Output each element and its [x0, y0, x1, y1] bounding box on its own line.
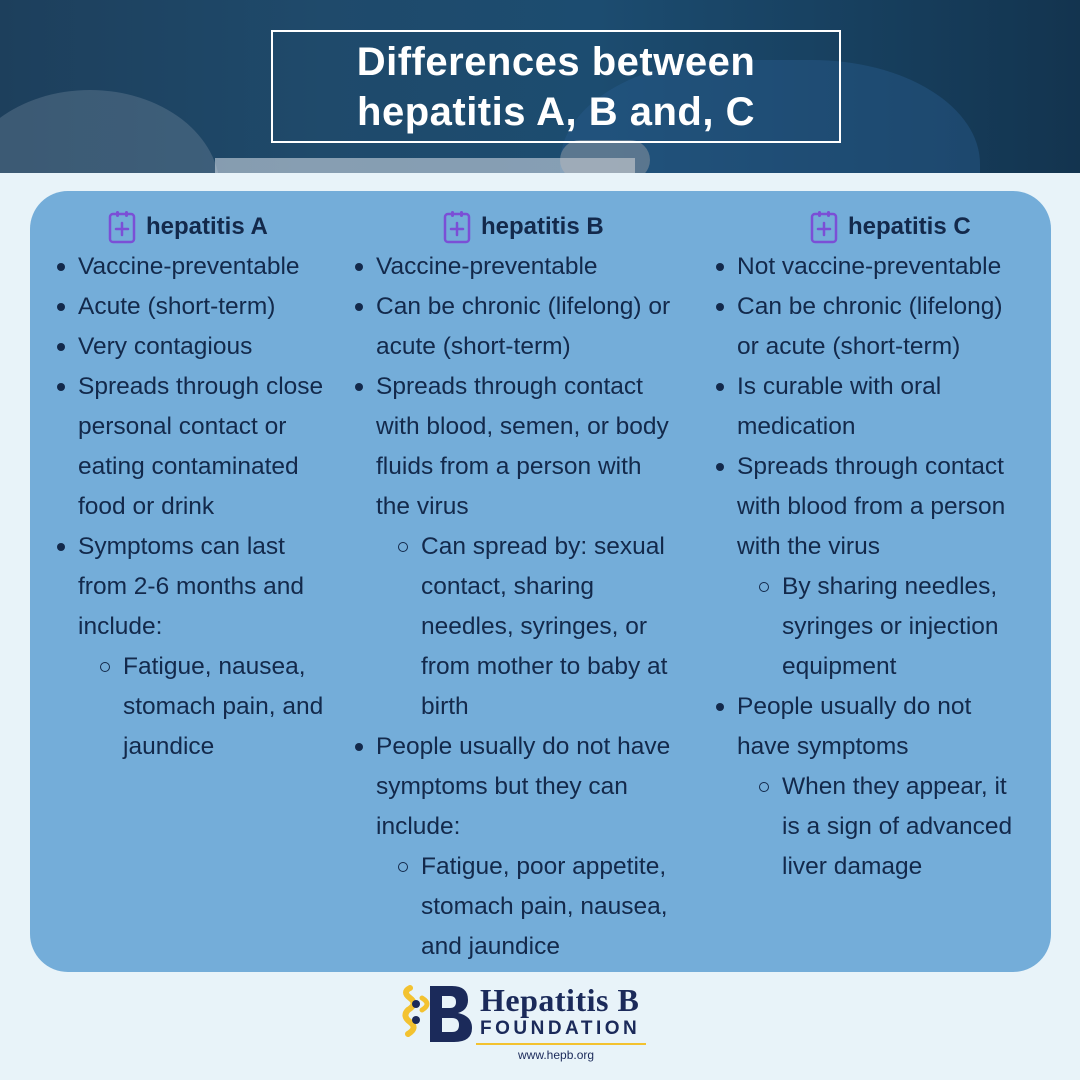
list-item: Vaccine-preventable — [350, 247, 710, 287]
bullet-list — [711, 247, 1041, 887]
list-item: with blood from a person — [737, 493, 1006, 520]
column-heading-label: hepatitis C — [848, 213, 971, 240]
list-item: fluids from a person with — [376, 453, 642, 480]
sub-list-item: stomach pain, and — [123, 693, 324, 720]
logo-b-mark-icon — [400, 980, 475, 1046]
logo-subtitle: FOUNDATION — [480, 1018, 641, 1039]
sub-list-item: When they appear, it — [711, 767, 1041, 807]
list-item: People usually do not — [711, 687, 1041, 727]
sub-list-item: and jaundice — [421, 933, 560, 960]
background-photo-shape — [0, 90, 220, 173]
logo-name: Hepatitis B — [480, 982, 640, 1018]
clipboard-plus-icon — [443, 210, 471, 244]
list-item: Spreads through close — [52, 367, 352, 407]
page-title — [271, 30, 841, 143]
comparison-card — [30, 191, 1051, 972]
sub-list-item: Fatigue, nausea, — [52, 647, 352, 687]
column-hepatitis-b — [350, 191, 710, 960]
list-item: Can be chronic (lifelong) or — [350, 287, 710, 327]
sub-list-item: liver damage — [782, 853, 923, 880]
bullet-list — [52, 247, 352, 767]
list-item: with blood, semen, or body — [376, 413, 669, 440]
list-item: Spreads through contact — [350, 367, 710, 407]
sub-list-item: Fatigue, poor appetite, — [350, 847, 710, 887]
list-item: include: — [376, 813, 461, 840]
column-heading-label: hepatitis B — [481, 213, 604, 240]
sub-list-item: from mother to baby at — [421, 653, 668, 680]
list-item: the virus — [376, 493, 469, 520]
list-item: Not vaccine-preventable — [711, 247, 1041, 287]
sub-list-item: contact, sharing — [421, 573, 594, 600]
column-heading-label: hepatitis A — [146, 213, 268, 240]
clipboard-plus-icon — [108, 210, 136, 244]
sub-list-item: needles, syringes, or — [421, 613, 648, 640]
clipboard-plus-icon — [810, 210, 838, 244]
background-photo-shape — [560, 140, 650, 173]
list-item: acute (short-term) — [376, 333, 571, 360]
bullet-list — [350, 247, 710, 967]
sub-list-item: birth — [421, 693, 469, 720]
sub-list-item: jaundice — [123, 733, 215, 760]
list-item: Spreads through contact — [711, 447, 1041, 487]
list-item: personal contact or — [78, 413, 287, 440]
title-line-1: Differences between — [356, 39, 756, 84]
list-item: Can be chronic (lifelong) — [711, 287, 1041, 327]
sub-list-item: stomach pain, nausea, — [421, 893, 668, 920]
sub-list-item: By sharing needles, — [711, 567, 1041, 607]
logo-divider — [476, 1043, 646, 1045]
list-item: with the virus — [737, 533, 880, 560]
column-hepatitis-a — [52, 191, 352, 760]
hepatitis-b-foundation-logo[interactable] — [400, 978, 680, 1073]
list-item: People usually do not have — [350, 727, 710, 767]
list-item: from 2-6 months and — [78, 573, 305, 600]
logo-url-link[interactable]: www.hepb.org — [518, 1048, 595, 1062]
sub-list-item: syringes or injection — [782, 613, 999, 640]
list-item: Vaccine-preventable — [52, 247, 352, 287]
list-item: eating contaminated — [78, 453, 299, 480]
list-item: food or drink — [78, 493, 215, 520]
list-item: have symptoms — [737, 733, 909, 760]
header-banner — [0, 0, 1080, 173]
list-item: Acute (short-term) — [52, 287, 352, 327]
list-item: Is curable with oral — [711, 367, 1041, 407]
list-item: symptoms but they can — [376, 773, 628, 800]
list-item: or acute (short-term) — [737, 333, 961, 360]
title-line-2: hepatitis A, B and, C — [357, 89, 755, 134]
sub-list-item: is a sign of advanced — [782, 813, 1013, 840]
list-item: include: — [78, 613, 163, 640]
sub-list-item: Can spread by: sexual — [350, 527, 710, 567]
sub-list-item: equipment — [782, 653, 897, 680]
list-item: Very contagious — [52, 327, 352, 367]
column-hepatitis-c — [711, 191, 1041, 880]
list-item: Symptoms can last — [52, 527, 352, 567]
list-item: medication — [737, 413, 856, 440]
